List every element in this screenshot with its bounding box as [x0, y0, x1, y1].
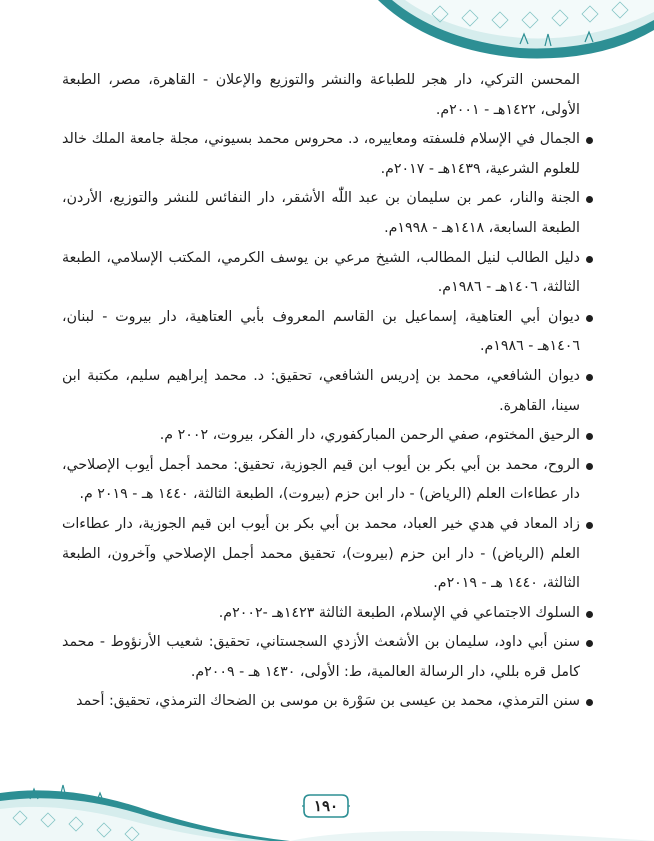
- bottom-ornament: [0, 741, 654, 841]
- reference-item: السلوك الاجتماعي في الإسلام، الطبعة الثالثة ١٤٢٣هـ -٢٠٠٢م.: [62, 599, 594, 629]
- reference-item: دليل الطالب لنيل المطالب، الشيخ مرعي بن يوسف الكرمي، المكتب الإسلامي، الطبعة الثالثة، ١٤٠٦هـ - ١٩٨٦م.: [62, 244, 594, 303]
- reference-item: الروح، محمد بن أبي بكر بن أيوب ابن قيم الجوزية، تحقيق: محمد أجمل أيوب الإصلاحي، دار عطاءات العلم (الرياض) - دار ابن حزم (بيروت)، الطبعة الثالثة، ١٤٤٠ هـ - ٢٠١٩ م.: [62, 451, 594, 510]
- references-body: [62, 66, 594, 717]
- reference-item: سنن الترمذي، محمد بن عيسى بن سَوْرة بن موسى بن الضحاك الترمذي، تحقيق: أحمد: [62, 687, 594, 717]
- reference-continuation: المحسن التركي، دار هجر للطباعة والنشر والتوزيع والإعلان - القاهرة، مصر، الطبعة الأولى، ١٤٢٢هـ - ٢٠٠١م.: [62, 72, 580, 118]
- reference-item: الجمال في الإسلام فلسفته ومعاييره، د. محروس محمد بسيوني، مجلة جامعة الملك خالد للعلوم الشرعية، ١٤٣٩هـ - ٢٠١٧م.: [62, 125, 594, 184]
- reference-item: زاد المعاد في هدي خير العباد، محمد بن أبي بكر بن أيوب ابن قيم الجوزية، دار عطاءات العلم (الرياض) - دار ابن حزم (بيروت)، تحقيق محمد أجمل الإصلاحي وآخرون، الطبعة الثالثة، ١٤٤٠ هـ - ٢٠١٩م.: [62, 510, 594, 599]
- reference-list: [62, 125, 594, 717]
- reference-item: الجنة والنار، عمر بن سليمان بن عبد اللّٰه الأشقر، دار النفائس للنشر والتوزيع، الأردن، الطبعة السابعة، ١٤١٨هـ - ١٩٩٨م.: [62, 184, 594, 243]
- page-number-text: ١٩٠: [313, 797, 339, 815]
- reference-item: ديوان أبي العتاهية، إسماعيل بن القاسم المعروف بأبي العتاهية، دار بيروت - لبنان، ١٤٠٦هـ - ١٩٨٦م.: [62, 303, 594, 362]
- reference-item: ديوان الشافعي، محمد بن إدريس الشافعي، تحقيق: د. محمد إبراهيم سليم، مكتبة ابن سينا، القاهرة.: [62, 362, 594, 421]
- reference-item: الرحيق المختوم، صفي الرحمن المباركفوري، دار الفكر، بيروت، ٢٠٠٢ م.: [62, 421, 594, 451]
- reference-item: سنن أبي داود، سليمان بن الأشعث الأزدي السجستاني، تحقيق: شعيب الأرنؤوط - محمد كامل قره بللي، دار الرسالة العالمية، ط: الأولى، ١٤٣٠ هـ - ٢٠٠٩م.: [62, 628, 594, 687]
- page-number: [302, 793, 350, 819]
